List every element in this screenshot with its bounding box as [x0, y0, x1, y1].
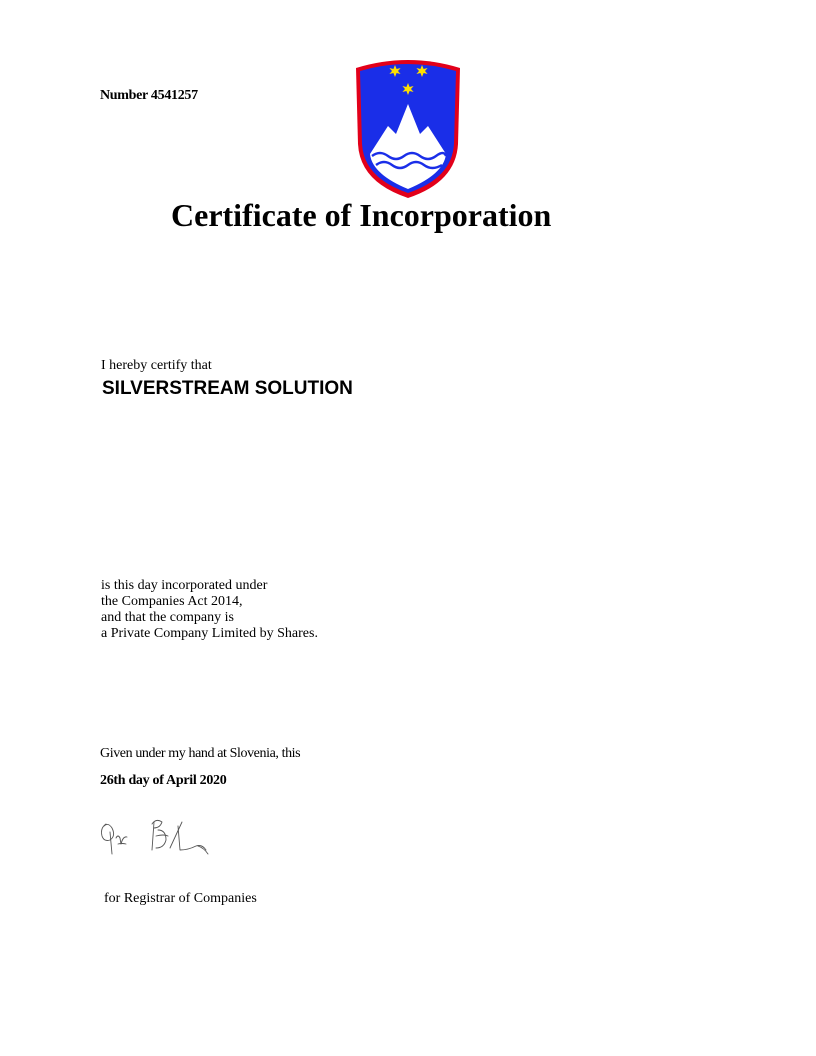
document-title: Certificate of Incorporation — [171, 197, 552, 233]
incorporation-statement — [101, 578, 318, 642]
registrar-line: for Registrar of Companies — [104, 891, 257, 906]
certify-intro: I hereby certify that — [101, 358, 212, 373]
date-line: 26th day of April 2020 — [100, 773, 227, 788]
coat-of-arms-emblem — [352, 58, 464, 200]
signature — [94, 810, 220, 862]
statement-line: the Companies Act 2014, — [101, 594, 243, 609]
statement-line: is this day incorporated under — [101, 578, 268, 593]
given-line: Given under my hand at Slovenia, this — [100, 746, 301, 761]
statement-line: a Private Company Limited by Shares. — [101, 626, 318, 641]
company-name: SILVERSTREAM SOLUTION — [102, 378, 353, 399]
statement-line: and that the company is — [101, 610, 234, 625]
certificate-number: Number 4541257 — [100, 88, 198, 103]
